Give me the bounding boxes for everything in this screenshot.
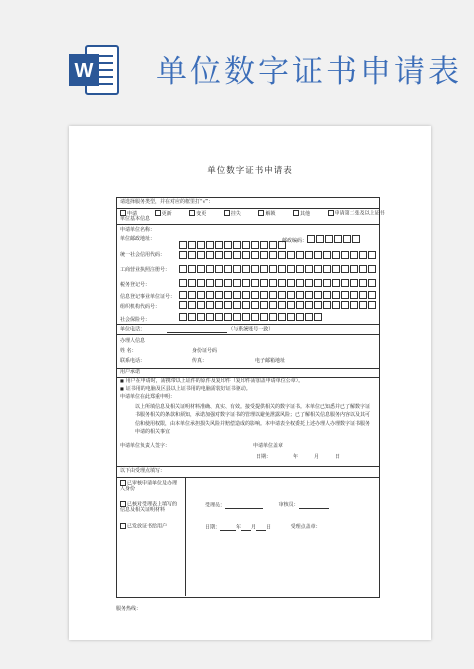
agent-title: 办理人信息 [120, 338, 146, 344]
agent-fax-label: 传真： [192, 358, 208, 364]
agent-id-label: 身份证号码 [192, 348, 218, 354]
office-date-row: 日期： 年 月 日 受理点盖章： [205, 524, 321, 531]
tax-reg-label: 税务登记号： [120, 282, 151, 288]
checkbox-other[interactable] [293, 210, 299, 216]
credit-code-boxes-row1[interactable] [179, 241, 287, 249]
checkbox-office-3[interactable] [120, 523, 126, 529]
unit-phone-hint: （与系统账号一致） [228, 326, 274, 333]
word-document-icon [66, 42, 122, 98]
notice-1: ■ 用户在申请时，需携带以上证件的原件及复印件（复印件需加盖申请单位公章）。 [120, 379, 303, 385]
document-page [69, 126, 431, 640]
service-select-text: 请选择服务类型，并在对应的框里打“√”： [120, 199, 214, 205]
office-item-1: 已审核申请单位及办理人身份 [120, 480, 178, 493]
mail-address-label: 单位邮政地址： [120, 236, 156, 242]
credit-code-label: 统一社会信用代码： [120, 252, 166, 258]
social-insurance-boxes[interactable] [179, 313, 323, 321]
tax-reg-boxes[interactable] [179, 279, 377, 287]
office-item-2: 已核对受理表上填写的信息及相关证明材料 [120, 501, 178, 514]
org-code-label: 组织机构代码号： [120, 304, 161, 310]
agent-name-label: 姓 名： [120, 348, 137, 354]
business-license-boxes[interactable] [179, 265, 377, 273]
seal-label: 申请单位盖章 [253, 443, 284, 449]
notice-2: ■ 证书用的电脑及区县以上证书用的电脑需装好证书驱动。 [120, 387, 251, 393]
unit-name-label: 申请单位名称： [120, 227, 156, 233]
receiver-row: 受理员： 审核员： [205, 503, 329, 509]
user-notice-title: 用户承诺 [120, 369, 141, 375]
agent-email-label: 电子邮箱地址 [255, 358, 286, 364]
org-code-boxes-row2[interactable] [179, 301, 377, 309]
institution-label: 信息登记事业单位证号： [120, 294, 176, 300]
service-type-row: 申请 更新 变更 挂失 解锁 其他 申请第二张及以上证书 [120, 210, 385, 217]
unit-phone-field[interactable] [167, 327, 227, 333]
org-code-boxes[interactable] [179, 291, 377, 299]
unit-phone-label: 单位电话： （与系统账号一致） [120, 326, 274, 333]
social-insurance-label: 社会保险号： [120, 317, 151, 323]
office-item-3: 已发放证书给用户 [120, 523, 180, 530]
checkbox-renew[interactable] [155, 210, 161, 216]
checkbox-unlock[interactable] [258, 210, 264, 216]
page-header [0, 0, 474, 118]
basic-info-title: 单位基本信息 [120, 216, 151, 222]
business-license-label: 工商营业执照注册号： [120, 267, 171, 273]
postal-code-label: 邮政编码： [282, 238, 308, 244]
postal-code-boxes[interactable] [307, 235, 361, 243]
credit-code-boxes-row2[interactable] [179, 251, 377, 259]
agent-mobile-label: 联系电话： [120, 358, 146, 364]
office-title: 以下由受理点填写： [120, 468, 166, 474]
signer-label: 申请单位负责人签字： [120, 443, 171, 449]
checkbox-change[interactable] [189, 210, 195, 216]
document-title: 单位数字证书申请表 [207, 166, 293, 176]
application-form [116, 197, 385, 598]
date-row: 日期： 年 月 日 [256, 454, 341, 460]
banner-title: 单位数字证书申请表 [156, 54, 462, 90]
reviewer-field[interactable] [299, 503, 329, 509]
hotline-label: 服务热线： [116, 606, 142, 612]
declaration-title: 申请单位在此郑重申明： [120, 394, 176, 400]
checkbox-lost[interactable] [224, 210, 230, 216]
receiver-field[interactable] [225, 503, 263, 509]
svg-text:W: W [74, 60, 94, 82]
declaration-body: 以上所填信息及相关证明材料准确、真实、有效。接受提供相关的数字证书。本单位已知悉并已了解数字证书服务相关的条款和须知，承诺加强对数字证书的管理以避免泄露风险；已了解相关信息服务内容以及其可信和使用权限，由本单位承担损失风险并赔偿造成的影响。本申请表全权委托上述办理人办理数字证书服务申请的相关事宜 [135, 404, 371, 435]
checkbox-second-cert[interactable] [328, 210, 334, 216]
